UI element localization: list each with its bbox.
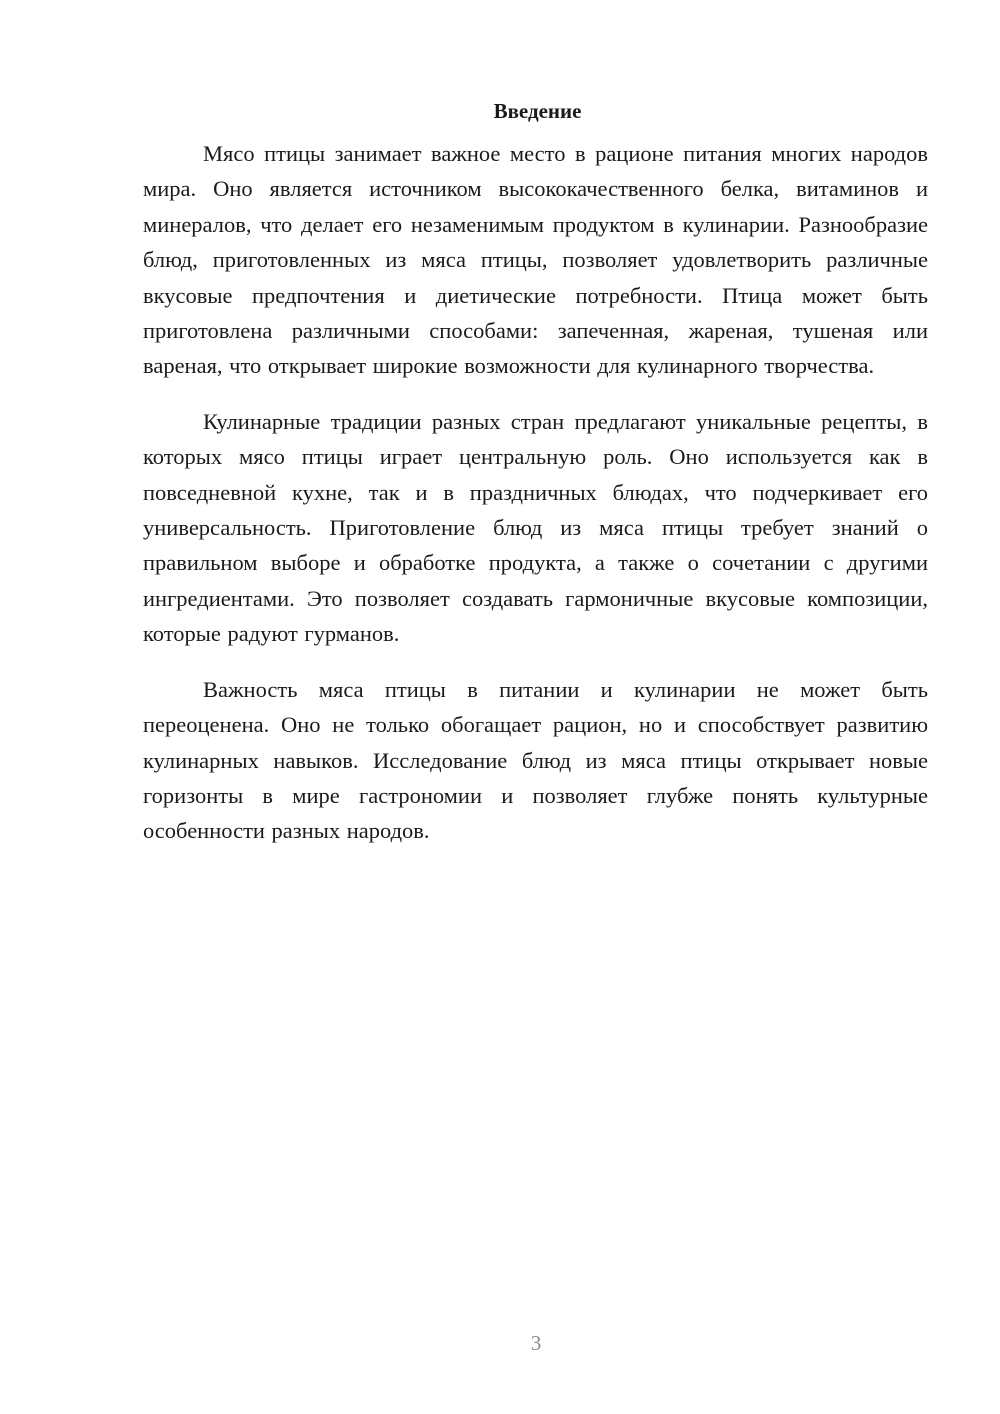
page-number: 3	[530, 1331, 542, 1355]
paragraph-2: Кулинарные традиции разных стран предлагают уникальные рецепты, в которых мясо птицы играет центральную роль. Оно используется как в повседневной кухне, так и в праздничных блюдах, что подчеркивает его универсальность. Приготовление блюд из мяса птицы требует знаний о правильном выборе и обработке продукта, а также о сочетании с другими ингредиентами. Это позволяет создавать гармоничные вкусовые композиции, которые радуют гурманов.	[143, 408, 928, 647]
page-content	[143, 96, 928, 869]
paragraph-1: Мясо птицы занимает важное место в рационе питания многих народов мира. Оно является источником высококачественного белка, витаминов и минералов, что делает его незаменимым продуктом в кулинарии. Разнообразие блюд, приготовленных из мяса птицы, позволяет удовлетворить различные вкусовые предпочтения и диетические потребности. Птица может быть приготовлена различными способами: запеченная, жареная, тушеная или вареная, что открывает широкие возможности для кулинарного творчества.	[143, 141, 928, 379]
paragraph-3: Важность мяса птицы в питании и кулинарии не может быть переоценена. Оно не только обогащает рацион, но и способствует развитию кулинарных навыков. Исследование блюд из мяса птицы открывает новые горизонты в мире гастрономии и позволяет глубже понять культурные особенности разных народов.	[143, 676, 928, 844]
section-title: Введение	[493, 99, 582, 123]
